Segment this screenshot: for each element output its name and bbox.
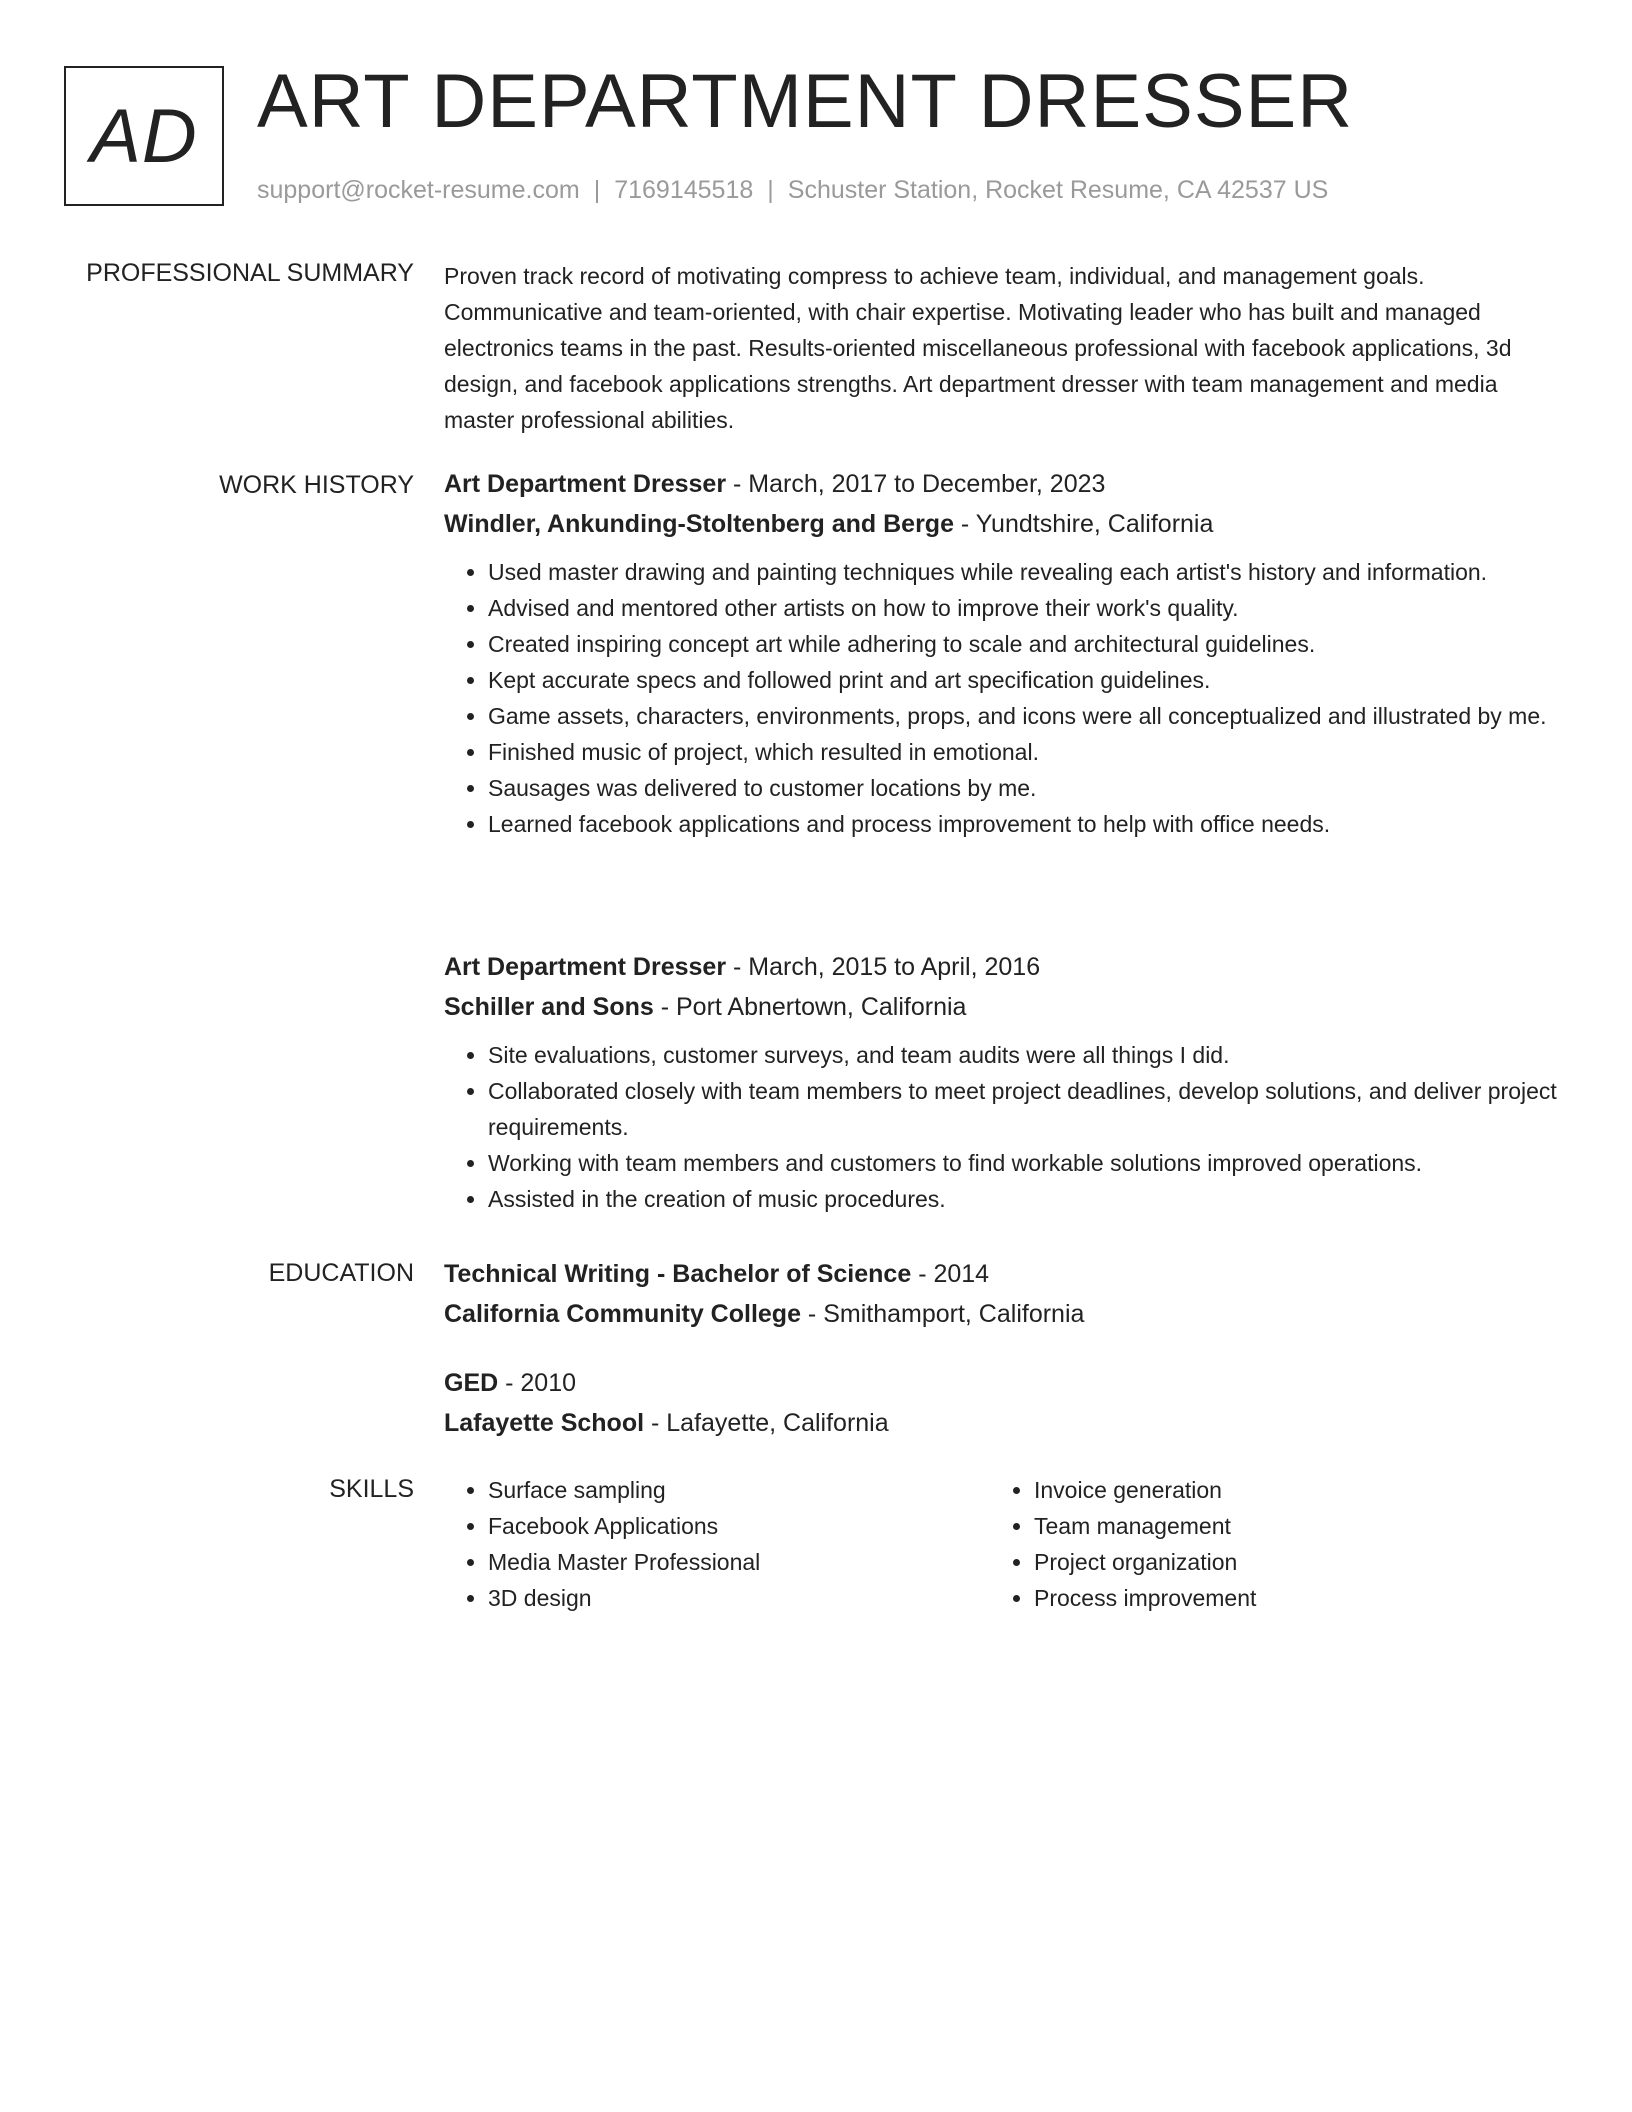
education-location: - Smithamport, California xyxy=(800,1300,1085,1328)
education-school-line xyxy=(444,1294,1559,1334)
education-degree: GED xyxy=(444,1369,499,1397)
section-label-summary: PROFESSIONAL SUMMARY xyxy=(86,259,414,287)
education-degree-line xyxy=(444,1363,1559,1403)
skill-item: • 3D design xyxy=(488,1580,990,1616)
contact-email: support@rocket-resume.com xyxy=(257,176,580,204)
job-bullet: • Used master drawing and painting techniques while revealing each artist's history and information. xyxy=(488,554,1559,590)
education-location: - Lafayette, California xyxy=(644,1409,889,1437)
contact-separator: | xyxy=(767,176,774,204)
job-title: Art Department Dresser xyxy=(444,470,727,498)
skills-list xyxy=(444,1472,1559,1616)
education-year: - 2010 xyxy=(498,1369,577,1397)
contact-line xyxy=(257,172,1328,208)
skill-item: • Media Master Professional xyxy=(488,1544,990,1580)
job-dates: - March, 2015 to April, 2016 xyxy=(726,953,1041,981)
skill-item: • Facebook Applications xyxy=(488,1508,990,1544)
skill-item: • Surface sampling xyxy=(488,1472,990,1508)
job-bullet: • Assisted in the creation of music procedures. xyxy=(488,1181,1559,1217)
education-entry xyxy=(444,1363,1559,1443)
job-bullet: • Created inspiring concept art while adhering to scale and architectural guidelines. xyxy=(488,626,1559,662)
job-company-line xyxy=(444,504,1559,544)
education-degree: Technical Writing - Bachelor of Science xyxy=(444,1260,912,1288)
job-bullets xyxy=(444,554,1559,842)
job-title-line xyxy=(444,947,1559,987)
section-label-skills: SKILLS xyxy=(329,1475,414,1503)
job-bullet: • Kept accurate specs and followed print and art specification guidelines. xyxy=(488,662,1559,698)
candidate-name: ART DEPARTMENT DRESSER xyxy=(257,59,1354,144)
job-title-line xyxy=(444,464,1559,504)
skills-column-left xyxy=(444,1472,990,1616)
job-bullet: • Site evaluations, customer surveys, and team audits were all things I did. xyxy=(488,1037,1559,1073)
job-bullet: • Working with team members and customers to find workable solutions improved operations. xyxy=(488,1145,1559,1181)
job-bullet: • Finished music of project, which resulted in emotional. xyxy=(488,734,1559,770)
education-school: Lafayette School xyxy=(444,1409,645,1437)
job-company: Windler, Ankunding-Stoltenberg and Berge xyxy=(444,510,954,538)
job-bullet: • Sausages was delivered to customer locations by me. xyxy=(488,770,1559,806)
education-entry xyxy=(444,1254,1559,1334)
job-bullet: • Game assets, characters, environments, props, and icons were all conceptualized and illustrated by me. xyxy=(488,698,1559,734)
job-entry xyxy=(444,464,1559,842)
job-bullet: • Learned facebook applications and process improvement to help with office needs. xyxy=(488,806,1559,842)
job-bullet: • Collaborated closely with team members to meet project deadlines, develop solutions, and deliver project requirements. xyxy=(488,1073,1559,1145)
section-label-education: EDUCATION xyxy=(268,1259,414,1287)
contact-separator: | xyxy=(593,176,601,204)
skill-item: • Team management xyxy=(1034,1508,1536,1544)
job-bullets xyxy=(444,1037,1559,1217)
monogram-logo: AD xyxy=(64,66,224,206)
job-entry xyxy=(444,947,1559,1217)
job-company: Schiller and Sons xyxy=(444,993,654,1021)
job-location: - Port Abnertown, California xyxy=(653,993,967,1021)
education-school: California Community College xyxy=(444,1300,801,1328)
skill-item: • Project organization xyxy=(1034,1544,1536,1580)
education-degree-line xyxy=(444,1254,1559,1294)
contact-phone: 7169145518 xyxy=(614,176,754,204)
summary-text: Proven track record of motivating compress to achieve team, individual, and management goals. Communicative and team-oriented, with chair expertise. Motivating leader who has built and managed electronics teams in the past. Results-oriented miscellaneous professional with facebook applications, 3d design, and facebook applications strengths. Art department dresser with team management and media master professional abilities. xyxy=(444,263,1512,433)
job-title: Art Department Dresser xyxy=(444,953,727,981)
section-label-work-history: WORK HISTORY xyxy=(219,471,414,499)
skill-item: • Invoice generation xyxy=(1034,1472,1536,1508)
education-year: - 2014 xyxy=(911,1260,990,1288)
contact-address: Schuster Station, Rocket Resume, CA 42537 US xyxy=(787,176,1329,204)
skills-column-right xyxy=(990,1472,1536,1616)
education-school-line xyxy=(444,1403,1559,1443)
job-company-line xyxy=(444,987,1559,1027)
job-bullet: • Advised and mentored other artists on how to improve their work's quality. xyxy=(488,590,1559,626)
job-dates: - March, 2017 to December, 2023 xyxy=(726,470,1106,498)
skill-item: • Process improvement xyxy=(1034,1580,1536,1616)
job-location: - Yundtshire, California xyxy=(953,510,1214,538)
